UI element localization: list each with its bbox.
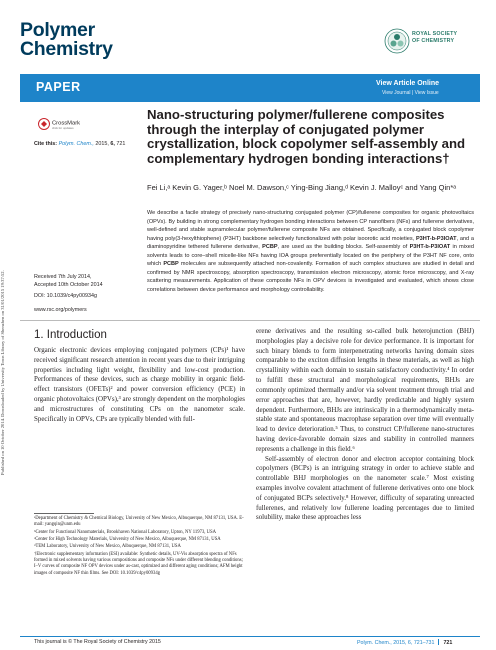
footnote-rule	[34, 513, 94, 514]
author-list: Fei Li,ᵃ Kevin G. Yager,ᵇ Noel M. Dawson,ᶜ Ying-Bing Jiang,ᵈ Kevin J. Malloyᶜ and Yang Qin*ᵃ	[147, 183, 457, 192]
cite-page: 721	[116, 141, 126, 147]
footnote-affiliation: ᵃDepartment of Chemistry & Chemical Biology, University of New Mexico, Albuquerque, NM 87131, USA. E-mail: yangqin@unm.edu	[34, 516, 244, 528]
intro-paragraph: Self-assembly of electron donor and electron acceptor containing block copolymers (BCPs) is an intriguing strategy in order to achieve stable and controllable BHJ morphologies on the nanometer scale.⁷ Most existing examples involve covalent attachment of fullerene derivatives onto one block of conjugated BCPs selectively.⁸ However, difficulty of separating unreacted fullerenes, and relatively low fullerene loading percentages due to limited solubility, make these approaches less	[256, 454, 474, 522]
abstract-text: We describe a facile strategy of precisely nano-structuring conjugated polymer (CP)/fullerene composites for organic photovoltaics (OPVs). By building in strong complementary hydrogen bonding interactions between CP nanofibers (NFs) and fullerene derivatives, well-defined and stable supramolecular polymer/fullerene composite NFs are obtained. Specifically, a conjugated block copolymer having poly(3-hexylthiophene) (P3HT) backbone selectively functionalized with polar isoorotic acid moieties,	[147, 210, 474, 242]
received-dates	[34, 273, 103, 289]
footnote-affiliation: ᶜCenter for High Technology Materials, University of New Mexico, Albuquerque, NM 87131, USA	[34, 537, 221, 543]
cite-volume: 6,	[110, 141, 115, 147]
footnotes	[34, 516, 245, 578]
doi[interactable]: DOI: 10.1039/c4py00934g	[34, 293, 97, 299]
citation-line	[34, 141, 125, 147]
abstract-text: molecules are subsequently attached non-covalently. Formation of such complex structures are studied in detail and confirmed by NMR spectroscopy, absorption spectroscopy, transmission electron microscopy, atomic force microscopy, and X-ray scattering measurements. Application of these composite NFs in OPV devices is investigated and evaluated, which shows close correlations between device performance and morphology controllability.	[147, 261, 474, 293]
intro-paragraph: Organic electronic devices employing conjugated polymers (CPs)¹ have received significant research attention in recent years due to their intriguing properties including light weight, flexibility and low-cost production. Performances of these devices, such as charge mobility in organic field-effect transistors (OFETs)² and power conversion efficiency (PCE) in organic photovoltaics (OPVs),³ are strongly dependent on the morphologies and microstructures of constituting CPs on the nanometer scale. Specifically in OPVs, CPs are typically blended with full-	[34, 346, 245, 423]
footer-copyright: This journal is © The Royal Society of Chemistry 2015	[34, 639, 161, 645]
article-title: Nano-structuring polymer/fullerene composites through the interplay of conjugated polymer crystallization, block copolymer self-assembly and complementary hydrogen bonding interactions†	[147, 107, 466, 166]
page-number: 721	[443, 640, 453, 646]
abstract-text: in mixed solvents leads to core–shell micelle-like NFs having IOA groups preferentially located on the periphery of the P3HT NF core, onto which	[147, 244, 474, 268]
section-heading: 1. Introduction	[34, 329, 107, 341]
journal-name-line1: Polymer	[20, 19, 95, 41]
abstract-text: , and a diaminopyridine tethered fullerene derivative,	[147, 235, 474, 251]
abstract-compound: PCBP	[163, 261, 179, 268]
cite-journal[interactable]: Polym. Chem.,	[58, 141, 94, 147]
crossmark-icon[interactable]	[38, 117, 98, 131]
abstract-compound: P3HT-b-P3IOAT	[409, 244, 451, 251]
view-journal-issue-links[interactable]: View Journal | View Issue	[382, 90, 439, 96]
rsc-logo-text	[412, 31, 457, 44]
rsc-logo-line1: ROYAL SOCIETY	[412, 31, 458, 37]
crossmark-sub: click for updates	[52, 126, 74, 130]
received-date: Received 7th July 2014,	[34, 274, 92, 280]
rsc-logo-line2: OF CHEMISTRY	[412, 37, 455, 44]
crossmark-label: CrossMark	[52, 120, 81, 127]
footer-separator	[438, 639, 439, 645]
view-article-online-link[interactable]: View Article Online	[376, 80, 440, 87]
side-download-notice	[0, 95, 10, 475]
journal-url-link[interactable]: www.rsc.org/polymers	[34, 307, 87, 313]
article-type-label: PAPER	[36, 80, 81, 94]
footnote-esi: †Electronic supplementary information (ESI) available: Synthetic details, UV-Vis absorption spectra of NFs formed in mixed solvents having various compositions and composite NFs under different blending conditions; I–V curves of composite NF OPV devices under as-cast, optimized and different aging conditions; AFM height images of composite NF thin films. See DOI: 10.1039/c4py00934g	[34, 551, 243, 576]
footnote-affiliation: ᵇCenter for Functional Nanomaterials, Brookhaven National Laboratory, Upton, NY 11973, USA	[34, 529, 217, 535]
footer-citation	[357, 639, 452, 646]
header-divider	[20, 320, 480, 321]
abstract-text: , are used as the building blocks. Self-assembly of	[277, 244, 410, 251]
accepted-date: Accepted 10th October 2014	[34, 282, 103, 289]
intro-paragraph: erene derivatives and the resulting so-called bulk heterojunction (BHJ) morphologies play a decisive role for device performance. It is important for such binary blends to form interpenetrating networks having domain sizes comparable to the exciton diffusion lengths in these materials, as well as high crystallinity within each domain to sustain satisfactory conductivity.⁴ In order to fulfill these structural and morphological requirements, BHJs are commonly optimized thermally and/or via solvent treatment through trial and error approaches that are, however, hardly predictable and highly system dependent. Furthermore, BHJs are intrinsically in a thermodynamically meta-stable state and spontaneous macrophase separation over time will eventually lead to device deterioration.⁵ Thus, to construct CP/fullerene nano-structures having device-favorable domain sizes and stability in controlled manners represents a challenge in this field.⁶	[256, 327, 474, 453]
body-column-right	[256, 327, 474, 523]
abstract	[147, 209, 474, 294]
footer-rule	[20, 636, 480, 637]
journal-name	[20, 21, 140, 59]
abstract-compound: PCBP	[262, 244, 278, 251]
footnote-affiliation: ᵈTEM Laboratory, University of New Mexico, Albuquerque, NM 87131, USA	[34, 544, 181, 550]
journal-name-line2: Chemistry	[20, 38, 113, 60]
cite-year: 2015,	[95, 141, 109, 147]
footer-journal-ref: Polym. Chem., 2015, 6, 721–731	[357, 640, 435, 646]
body-column-left	[34, 346, 245, 425]
side-notice-text: Published on 10 October 2014. Downloaded by University Town Library of Shenzhen on 31/01/2015 19:37:52.	[0, 270, 5, 475]
paper-banner	[20, 74, 480, 102]
abstract-compound: P3HT-b-P3IOAT	[415, 235, 457, 242]
cite-prefix: Cite this:	[34, 141, 58, 147]
